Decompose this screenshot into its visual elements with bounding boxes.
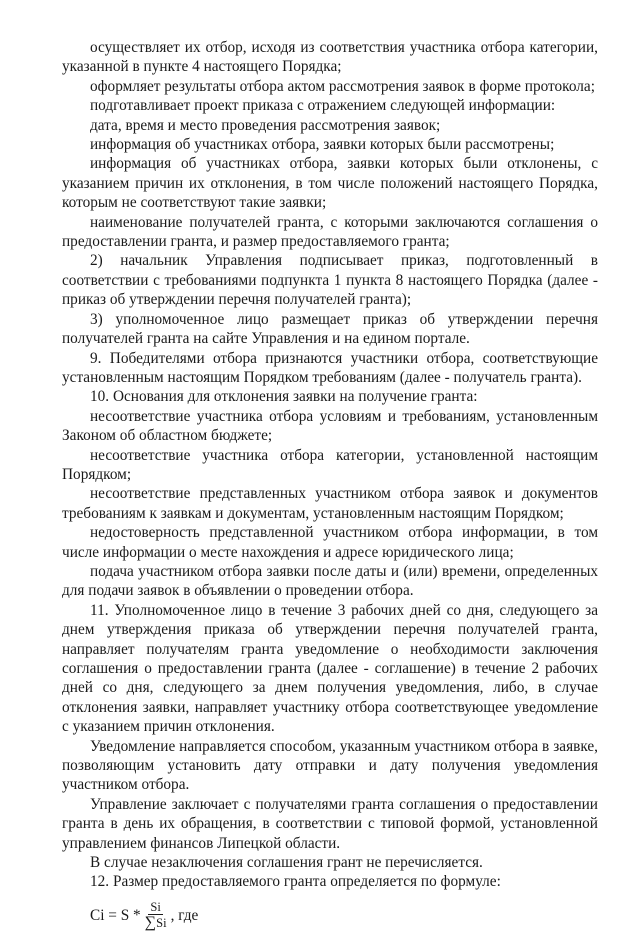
paragraph: подготавливает проект приказа с отражением следующей информации:: [90, 97, 556, 115]
paragraph: 9. Победителями отбора признаются участники отбора, соответствующие установленным настоящим Порядком требованиям (далее - получатель гранта).: [62, 349, 598, 386]
formula-fraction: [143, 900, 169, 931]
paragraph: несоответствие представленных участником отбора заявок и документов требованиям к заявкам и документам, установленным настоящим Порядком;: [62, 485, 598, 522]
paragraph: недостоверность представленной участником отбора информации, в том числе информации о месте нахождения и адресе юридического лица;: [62, 524, 598, 561]
formula-denominator-group: [143, 915, 169, 931]
formula-suffix: , где: [170, 907, 199, 925]
formula-lhs: Ci = S *: [90, 907, 141, 925]
paragraph: осуществляет их отбор, исходя из соответствия участника отбора категории, указанной в пункте 4 настоящего Порядка;: [62, 39, 598, 76]
paragraph: информация об участниках отбора, заявки которых были отклонены, с указанием причин их отклонения, в том числе положений настоящего Порядка, которым не соответствуют такие заявки;: [62, 155, 598, 212]
sigma-symbol: ∑: [144, 914, 157, 932]
paragraph: 10. Основания для отклонения заявки на получение гранта:: [90, 388, 478, 406]
paragraph: 11. Уполномоченное лицо в течение 3 рабочих дней со дня, следующего за днем утверждения приказа об утверждении перечня получателей гранта, направляет получателям гранта уведомление о необходимости заключения соглашения о предоставлении гранта (далее - соглашение) в течение 2 рабочих дней со дня, следующего за днем получения уведомления, либо, в случае отклонения заявки, направляет участнику отбора соответствующее уведомление с указанием причин отклонения.: [62, 601, 598, 736]
formula-numerator: Si: [150, 900, 161, 915]
paragraph: 3) уполномоченное лицо размещает приказ об утверждении перечня получателей гранта на сайте Управления и на едином портале.: [62, 310, 598, 348]
paragraph: подача участником отбора заявки после даты и (или) времени, определенных для подачи заявок в объявлении о проведении отбора.: [62, 562, 598, 600]
formula-denominator: Si: [156, 916, 167, 931]
paragraph: Управление заключает с получателями гранта соглашения о предоставлении гранта в день их обращения, в соответствии с типовой формой, установленной управлением финансов Липецкой области.: [62, 795, 598, 852]
paragraph: наименование получателей гранта, с которыми заключаются соглашения о предоставлении гранта, и размер предоставляемого гранта;: [62, 213, 598, 251]
paragraph: информация об участниках отбора, заявки которых были рассмотрены;: [90, 136, 555, 154]
paragraph: 12. Размер предоставляемого гранта определяется по формуле:: [90, 873, 501, 891]
paragraph: 2) начальник Управления подписывает приказ, подготовленный в соответствии с требованиями подпункта 1 пункта 8 настоящего Порядка (далее - приказ об утверждении перечня получателей гранта);: [62, 252, 598, 309]
paragraph: дата, время и место проведения рассмотрения заявок;: [90, 116, 441, 134]
paragraph: Уведомление направляется способом, указанным участником отбора в заявке, позволяющим установить дату отправки и дату получения уведомления участником отбора.: [62, 737, 598, 794]
paragraph: несоответствие участника отбора категории, установленной настоящим Порядком;: [62, 446, 598, 483]
grant-formula: [62, 896, 598, 936]
paragraph: оформляет результаты отбора актом рассмотрения заявок в форме протокола;: [90, 77, 595, 95]
paragraph: несоответствие участника отбора условиям и требованиям, установленным Законом об областном бюджете;: [62, 407, 598, 445]
document-page: [62, 38, 598, 936]
paragraph: В случае незаключения соглашения грант не перечисляется.: [90, 854, 483, 872]
